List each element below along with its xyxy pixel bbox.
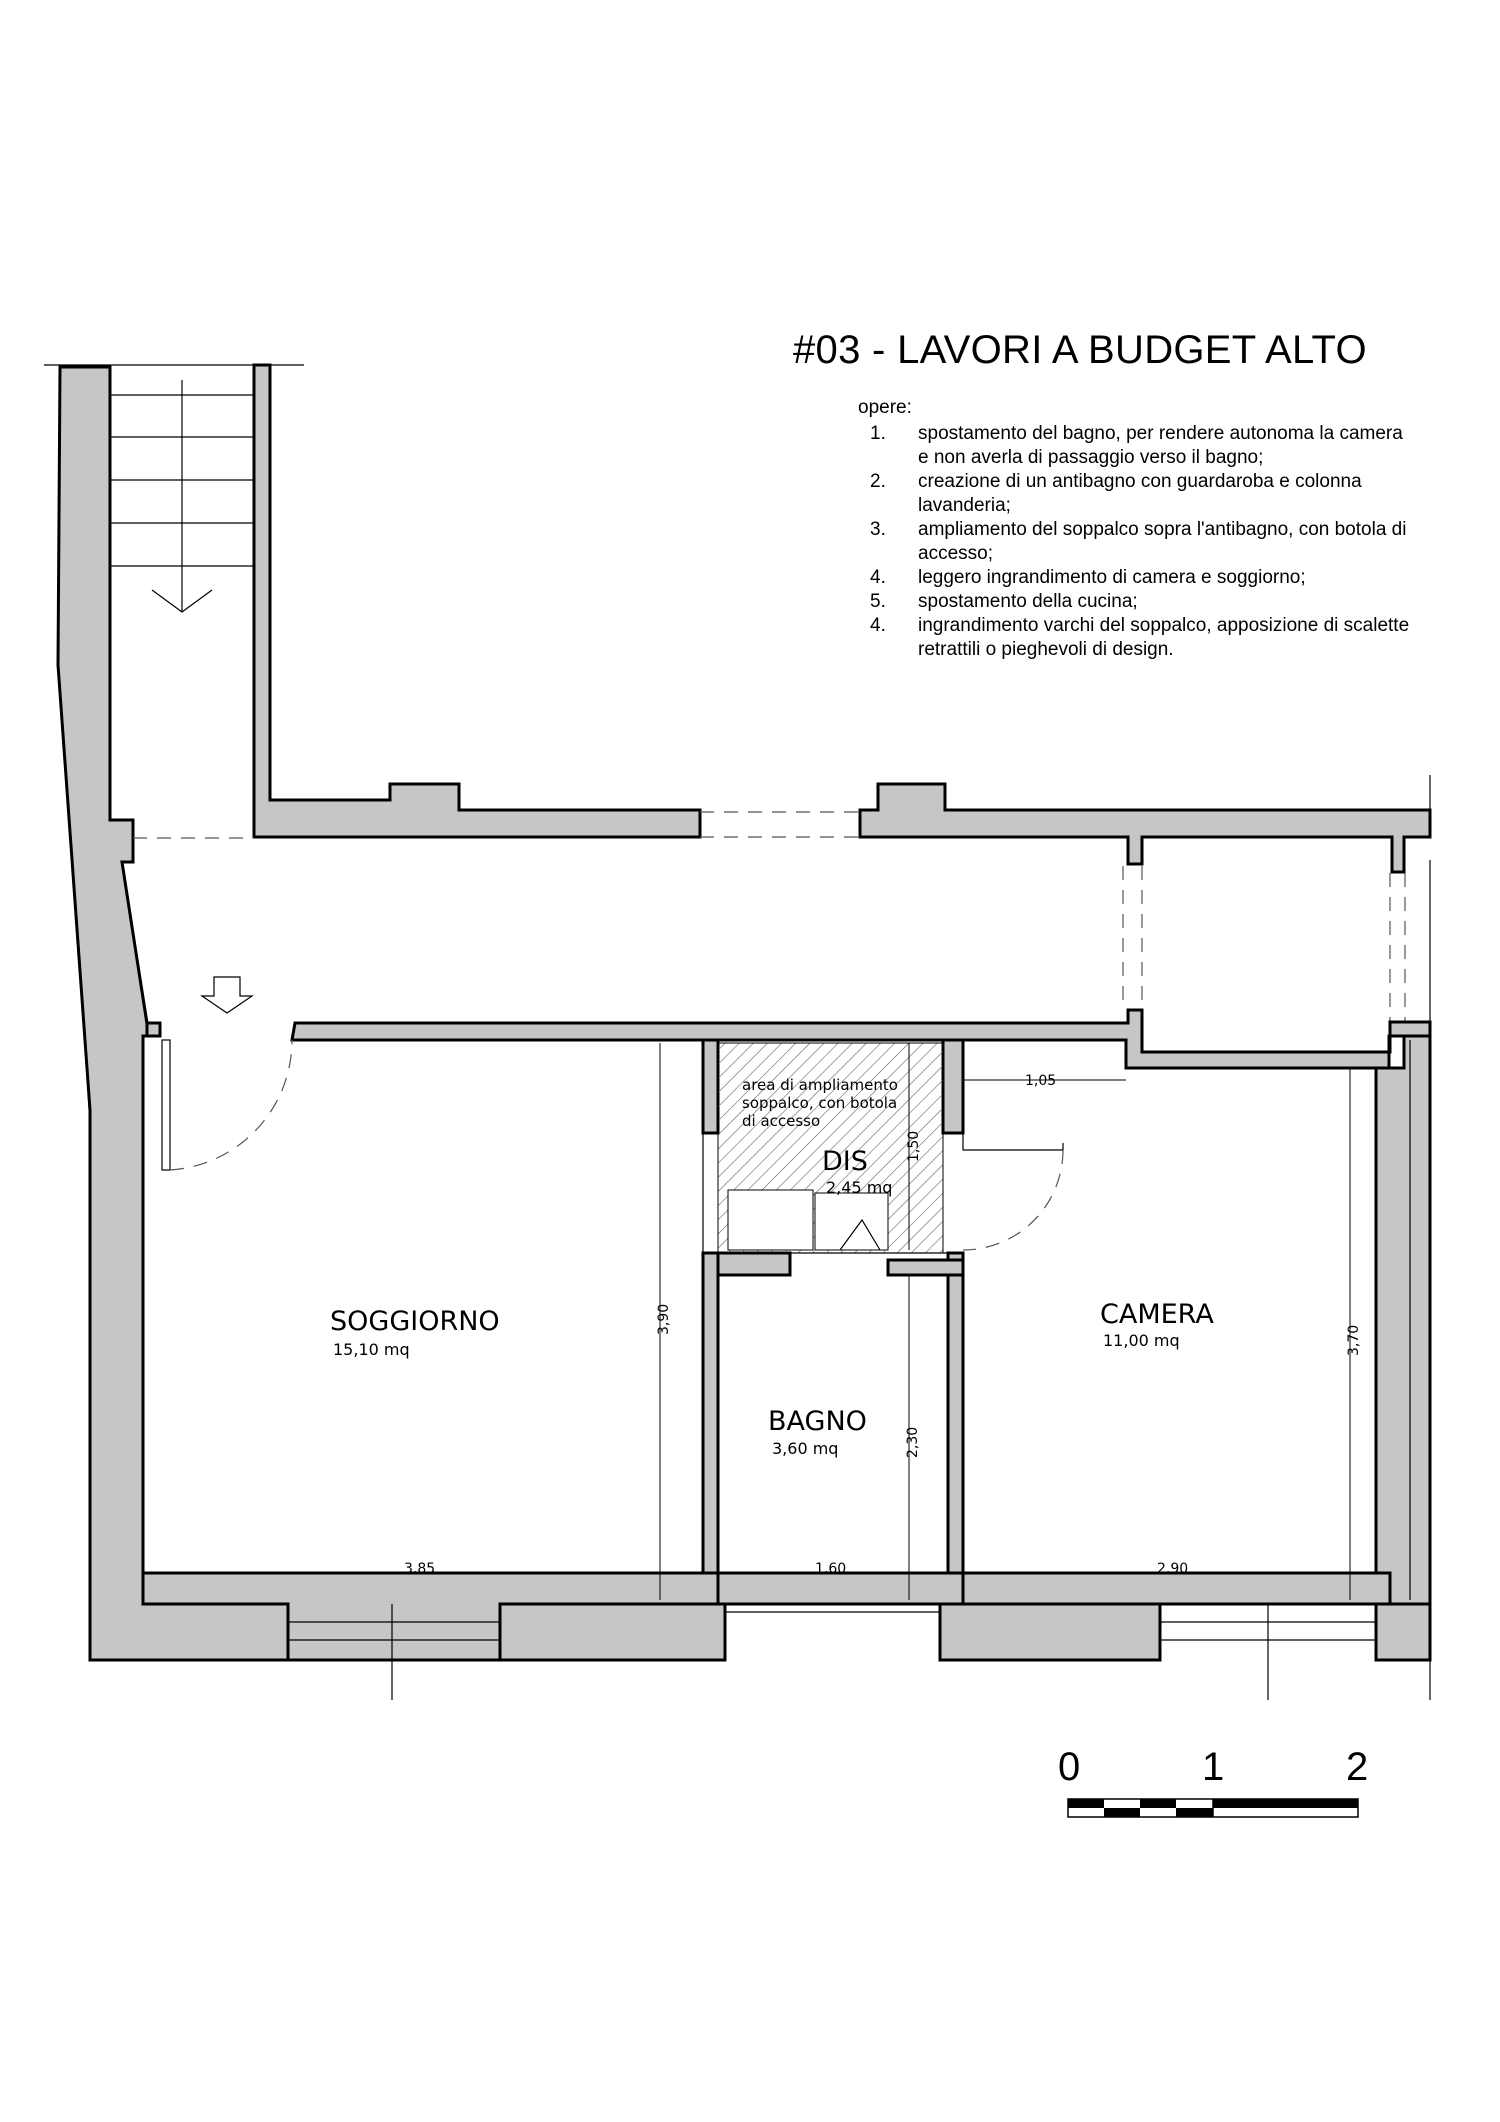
room-area-camera: 11,00 mq: [1103, 1331, 1180, 1350]
wall-bagno-top-right: [888, 1260, 963, 1275]
dim-dis-depth: 1,50: [906, 1130, 922, 1162]
room-name-dis: DIS: [822, 1146, 868, 1177]
room-name-camera: CAMERA: [1100, 1299, 1214, 1330]
work-item: [858, 614, 1418, 662]
dim-camera-width: 2,90: [1157, 1561, 1189, 1577]
works-intro: opere:: [858, 397, 912, 418]
entry-arrow-icon: [202, 977, 252, 1013]
work-item-text: spostamento della cucina;: [918, 591, 1138, 612]
scale-label-0: 0: [1058, 1745, 1081, 1789]
work-item-number: 1.: [870, 423, 886, 444]
corridor-top-wall-left: [254, 365, 700, 837]
dim-bagno-depth: 2,30: [905, 1426, 921, 1458]
scale-bar: [1068, 1799, 1358, 1817]
bottom-wall-camera: [963, 1573, 1390, 1604]
work-item-text: spostamento del bagno, per rendere autonoma la camera e non averla di passaggio verso il bagno;: [918, 423, 1403, 468]
page-title: #03 - LAVORI A BUDGET ALTO: [793, 328, 1367, 372]
works-list: [858, 396, 1418, 662]
camera-door: [963, 1133, 1063, 1250]
work-item-text: creazione di un antibagno con guardaroba e colonna lavanderia;: [918, 471, 1362, 516]
work-item-number: 5.: [870, 591, 886, 612]
wall-soggiorno-bagno: [703, 1253, 718, 1573]
room-area-soggiorno: 15,10 mq: [333, 1340, 410, 1359]
room-name-bagno: BAGNO: [768, 1406, 867, 1437]
annotation-line-1: area di ampliamento: [742, 1076, 898, 1094]
dim-camera-depth: 3,70: [1346, 1324, 1362, 1356]
room-name-soggiorno: SOGGIORNO: [330, 1306, 500, 1337]
entry-door: [162, 1040, 292, 1170]
work-item-number: 4.: [870, 567, 886, 588]
scale-label-1: 1: [1202, 1745, 1225, 1789]
annotation-line-2: soppalco, con botola: [742, 1094, 898, 1112]
work-item-text: ingrandimento varchi del soppalco, apposizione di scalette retrattili o pieghevoli di design.: [918, 615, 1410, 660]
work-item: [858, 566, 1418, 590]
work-item: [858, 470, 1418, 518]
dim-soggiorno-depth: 3,90: [656, 1303, 672, 1335]
work-item-text: leggero ingrandimento di camera e soggiorno;: [918, 567, 1306, 588]
right-outer-wall: [1376, 1036, 1430, 1618]
right-corridor-openings: [1123, 866, 1405, 1022]
bottom-wall-right: [940, 1604, 1160, 1660]
scale-label-2: 2: [1346, 1745, 1369, 1789]
bottom-wall-mid: [500, 1604, 725, 1660]
dim-camera-passage: 1,05: [1025, 1073, 1057, 1089]
work-item-number: 3.: [870, 519, 886, 540]
room-area-bagno: 3,60 mq: [772, 1439, 839, 1458]
wall-bagno-camera: [948, 1253, 963, 1573]
work-item-number: 4.: [870, 615, 886, 636]
corridor-top-wall-right: [860, 784, 1430, 872]
work-item-text: ampliamento del soppalco sopra l'antibagno, con botola di accesso;: [918, 519, 1407, 564]
dim-bagno-width: 1,60: [815, 1561, 847, 1577]
work-item-number: 2.: [870, 471, 886, 492]
work-item: [858, 590, 1418, 614]
dim-soggiorno-width: 3,85: [404, 1561, 436, 1577]
work-item: [858, 518, 1418, 566]
room-area-dis: 2,45 mq: [826, 1178, 893, 1197]
staircase: [110, 380, 254, 612]
bottom-wall-far-right: [1376, 1604, 1430, 1660]
annotation-line-3: di accesso: [742, 1112, 821, 1130]
wall-dis-left: [703, 1040, 718, 1133]
work-item: [858, 422, 1418, 470]
bottom-wall-bagno: [718, 1573, 963, 1604]
washing-column: [815, 1193, 888, 1250]
wall-dis-right: [943, 1040, 963, 1133]
wardrobe: [728, 1190, 813, 1250]
